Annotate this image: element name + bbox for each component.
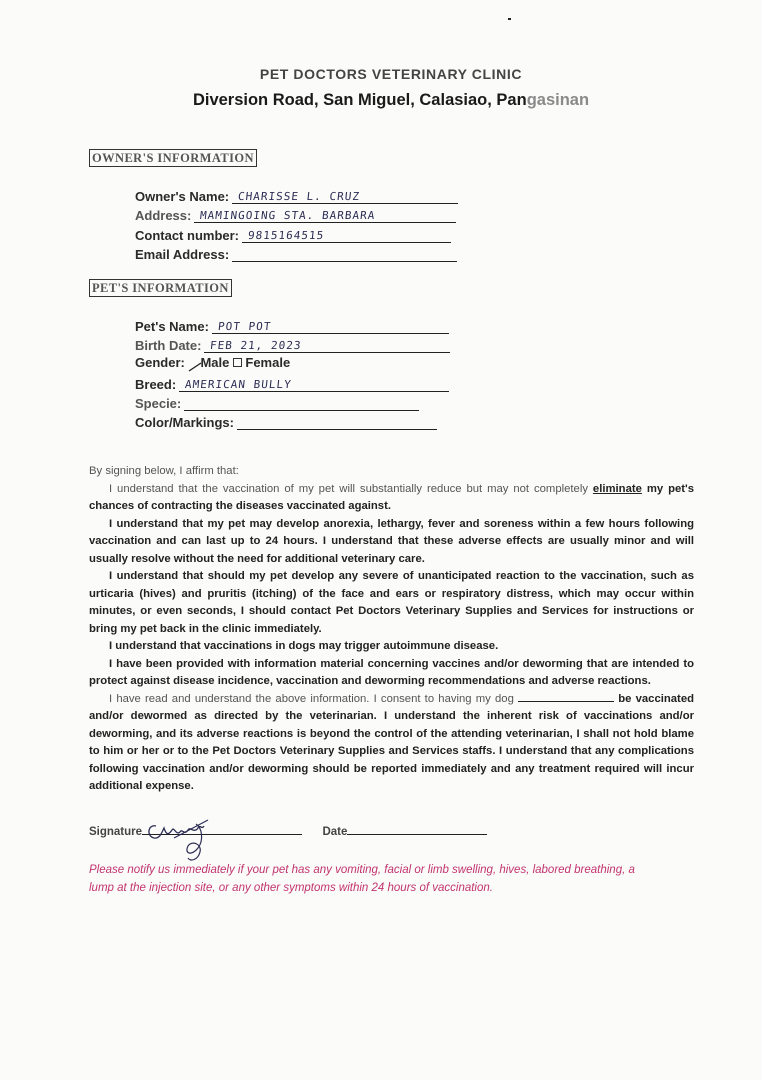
- consent-lead: By signing below, I affirm that:: [89, 465, 239, 477]
- consent-paragraph-3: I understand that should my pet develop any severe of unanticipated reaction to the vaccination, such as urticaria (hives) and pruritis (itching) of the face and ears or respiratory distress, which may occur within minutes, or even seconds, I should contact Pet Doctors Veterinary Supplies and Services for instructions or bring my pet back in the clinic immediately.: [89, 570, 694, 635]
- signature-row: [89, 826, 487, 838]
- owner-address-value: MAMINGOING STA. BARBARA: [199, 209, 377, 222]
- pet-specie-label: Specie:: [135, 396, 182, 411]
- pet-name-field: [135, 316, 449, 335]
- clinic-name: PET DOCTORS VETERINARY CLINIC: [259, 66, 523, 82]
- gender-female-label: Female: [245, 355, 291, 370]
- owner-email-line[interactable]: [232, 244, 457, 262]
- clinic-address-main: Diversion Road, San Miguel, Calasiao, Pan: [192, 91, 527, 109]
- clinic-address-faded: gasinan: [526, 91, 590, 109]
- date-line[interactable]: [347, 834, 487, 835]
- pet-breed-line[interactable]: [179, 374, 449, 392]
- pet-birthdate-label: Birth Date:: [135, 338, 202, 353]
- owner-section-title: OWNER'S INFORMATION: [89, 149, 257, 167]
- pet-birthdate-line[interactable]: [204, 335, 450, 353]
- consent-p1-end: my pet's chances of contracting the diseases vaccinated against.: [89, 482, 694, 512]
- pet-color-field: [135, 412, 437, 431]
- pet-name-value: POT POT: [217, 320, 272, 333]
- owner-address-field: [135, 205, 456, 224]
- owner-contact-line[interactable]: [242, 225, 451, 243]
- pet-color-line[interactable]: [237, 412, 437, 430]
- symptom-notice: Please notify us immediately if your pet has any vomiting, facial or limb swelling, hives, labored breathing, a lump at the injection site, or any other symptoms within 24 hours of vaccination.: [89, 864, 635, 894]
- handwritten-signature: [144, 818, 216, 864]
- dog-name-blank[interactable]: [518, 691, 614, 702]
- owner-contact-field: [135, 225, 451, 244]
- owner-address-line[interactable]: [194, 205, 456, 223]
- owner-name-line[interactable]: [232, 186, 458, 204]
- gender-male-label: Male: [200, 355, 230, 370]
- owner-email-field: [135, 244, 457, 263]
- owner-name-field: [135, 186, 458, 205]
- pet-gender-field: [135, 355, 290, 374]
- pet-birthdate-value: FEB 21, 2023: [209, 339, 303, 352]
- consent-p1-start: I understand that the vaccination of my pet will substantially reduce but may not completely: [109, 482, 593, 495]
- pet-breed-label: Breed:: [135, 377, 177, 392]
- signature-label: Signature: [89, 826, 143, 838]
- pet-specie-field: [135, 393, 419, 412]
- pet-birthdate-field: [135, 335, 450, 354]
- consent-p6-end: be vaccinated and/or dewormed as directed by the veterinarian. I understand the inherent risk of vaccinations and/or deworming, and its adverse reactions is beyond the control of the attending veterinarian, I shall not hold blame to him or her or to the Pet Doctors Veterinary Supplies and Services staffs. I understand that any complications following vaccination and/or deworming should be reported immediately and any treatment required will incur additional expense.: [89, 692, 694, 792]
- owner-contact-value: 9815164515: [247, 229, 325, 242]
- female-checkbox[interactable]: [233, 358, 242, 367]
- pet-breed-value: AMERICAN BULLY: [184, 378, 293, 391]
- pet-name-line[interactable]: [212, 316, 449, 334]
- consent-p6-start: I have read and understand the above information. I consent to having my dog: [109, 692, 519, 705]
- owner-contact-label: Contact number:: [135, 228, 239, 243]
- pet-specie-line[interactable]: [184, 393, 419, 411]
- pet-breed-field: [135, 374, 449, 393]
- pet-section-title: PET'S INFORMATION: [89, 279, 232, 297]
- clinic-address: [0, 91, 762, 110]
- owner-name-value: CHARISSE L. CRUZ: [237, 190, 361, 203]
- consent-p1-underlined: eliminate: [592, 482, 642, 495]
- owner-email-label: Email Address:: [135, 247, 230, 262]
- scan-speck: [508, 18, 511, 20]
- male-checked-checkbox[interactable]: [188, 360, 200, 368]
- check-mark-icon: [188, 362, 202, 372]
- pet-color-label: Color/Markings:: [135, 415, 234, 430]
- consent-text: [89, 463, 694, 796]
- pet-gender-label: Gender:: [135, 355, 185, 370]
- consent-paragraph-1: [89, 481, 694, 516]
- consent-paragraph-2: I understand that my pet may develop anorexia, lethargy, fever and soreness within a few hours following vaccination and can last up to 24 hours. I understand that these adverse effects are usually minor and will usually resolve without the need for additional veterinary care.: [89, 517, 694, 565]
- consent-paragraph-5: I have been provided with information material concerning vaccines and/or deworming that are intended to protect against disease incidence, vaccination and deworming recommendations and adverse reactions.: [89, 657, 694, 687]
- date-label: Date: [322, 826, 348, 838]
- signature-line[interactable]: [142, 834, 302, 835]
- owner-name-label: Owner's Name:: [135, 189, 230, 204]
- pet-name-label: Pet's Name:: [135, 319, 209, 334]
- consent-paragraph-6: [89, 691, 694, 796]
- owner-address-label: Address:: [135, 208, 192, 223]
- consent-paragraph-4: I understand that vaccinations in dogs may trigger autoimmune disease.: [109, 640, 499, 652]
